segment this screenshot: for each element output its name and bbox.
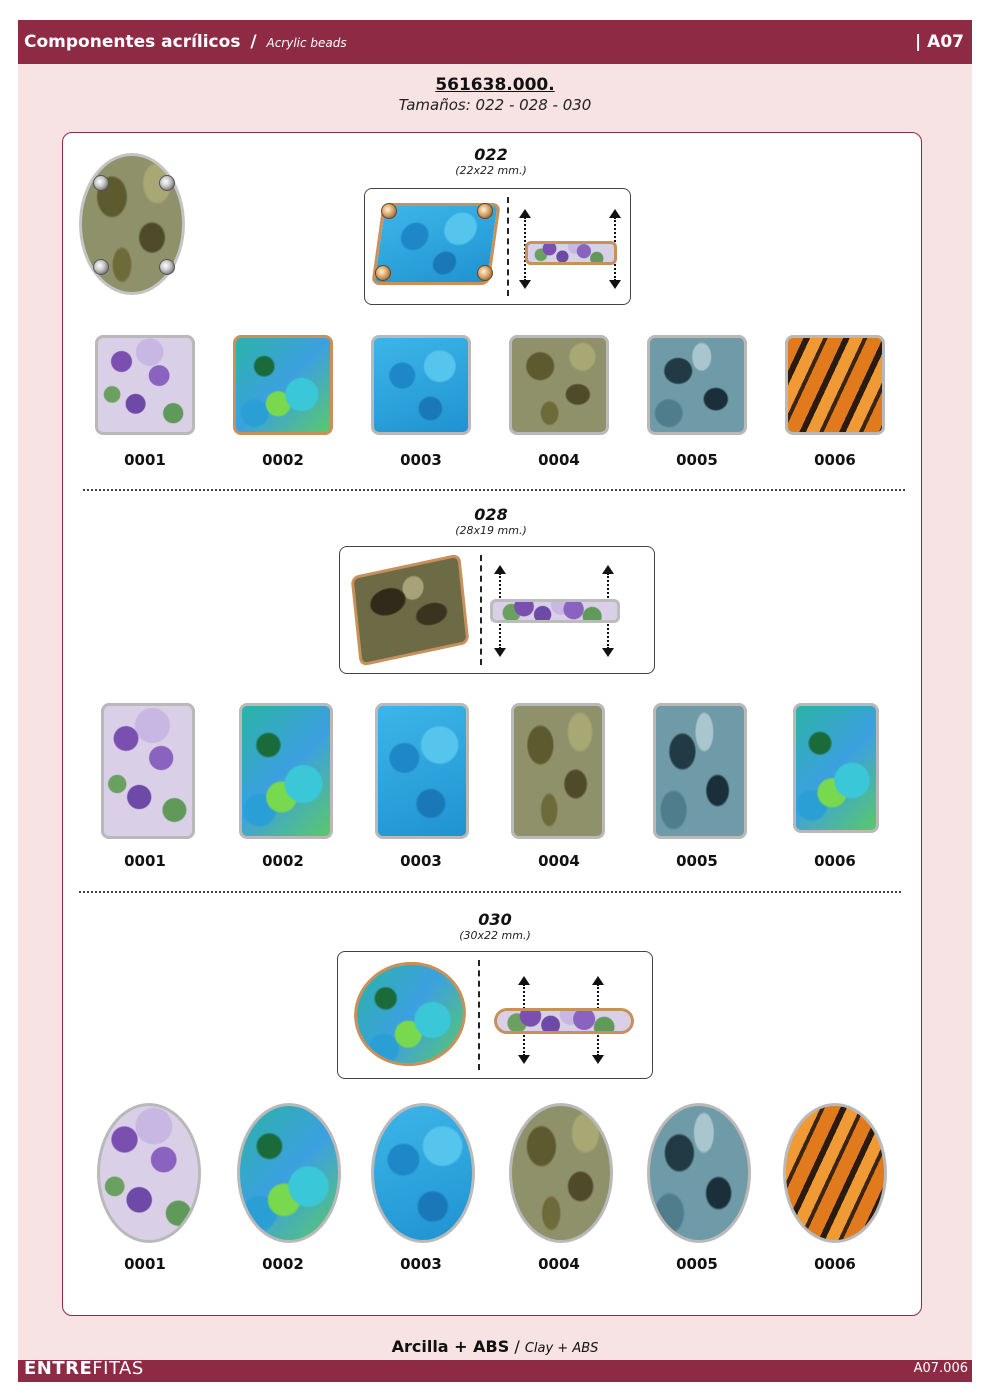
- size-label-028: [341, 505, 641, 537]
- material-slash: /: [514, 1337, 520, 1356]
- angled-bead-image: [346, 953, 474, 1075]
- header-title-text: Componentes acrílicos: [24, 32, 241, 52]
- product-sizes: Tamaños: 022 - 028 - 030: [398, 96, 592, 114]
- catalog-panel: [62, 132, 922, 1316]
- bead-image-030-0006: [783, 1103, 887, 1243]
- item-code-022-0002: 0002: [262, 451, 304, 469]
- bead-image-028-0004: [511, 703, 605, 839]
- bead-image-030-0004: [509, 1103, 613, 1243]
- angled-bead-image: [350, 553, 469, 666]
- size-dimensions: (30x22 mm.): [459, 929, 531, 942]
- material-sub: Clay + ABS: [524, 1341, 599, 1356]
- item-code-022-0006: 0006: [814, 451, 856, 469]
- size-diagram-030: [337, 951, 653, 1079]
- page-number: A07.006: [913, 1361, 968, 1376]
- prong-icon: [93, 259, 109, 275]
- diagram-divider: [478, 960, 480, 1070]
- item-code-030-0003: 0003: [400, 1255, 442, 1273]
- bead-image-022-0002: [233, 335, 333, 435]
- header-title: [24, 32, 347, 52]
- bead-image-030-0005: [647, 1103, 751, 1243]
- prong-icon: [159, 175, 175, 191]
- bead-image-028-0001: [101, 703, 195, 839]
- size-code: 022: [474, 145, 508, 164]
- size-diagram-028: [339, 546, 655, 674]
- item-code-030-0006: 0006: [814, 1255, 856, 1273]
- bead-image-022-0006: [785, 335, 885, 435]
- bead-image-030-0002: [237, 1103, 341, 1243]
- size-code: 030: [478, 910, 512, 929]
- material-label: [0, 1337, 990, 1356]
- size-diagram-022: [364, 188, 631, 305]
- header-slash: /: [250, 32, 257, 52]
- product-reference: [0, 75, 990, 114]
- item-code-022-0004: 0004: [538, 451, 580, 469]
- section-separator: [79, 891, 901, 893]
- item-code-028-0003: 0003: [400, 852, 442, 870]
- bead-image-028-0002: [239, 703, 333, 839]
- item-code-030-0004: 0004: [538, 1255, 580, 1273]
- bead-image-030-0003: [371, 1103, 475, 1243]
- side-view-image: [490, 599, 620, 623]
- item-code-028-0004: 0004: [538, 852, 580, 870]
- bead-image-028-0006: [793, 703, 879, 833]
- item-code-030-0005: 0005: [676, 1255, 718, 1273]
- brand-light: FITAS: [92, 1358, 144, 1379]
- diagram-divider: [507, 197, 509, 296]
- bead-image-022-0005: [647, 335, 747, 435]
- item-code-028-0005: 0005: [676, 852, 718, 870]
- item-code-022-0001: 0001: [124, 451, 166, 469]
- item-code-030-0002: 0002: [262, 1255, 304, 1273]
- bead-image-022-0003: [371, 335, 471, 435]
- size-dimensions: (28x19 mm.): [455, 524, 527, 537]
- size-dimensions: (22x22 mm.): [455, 164, 527, 177]
- bead-image-022-0001: [95, 335, 195, 435]
- item-code-028-0006: 0006: [814, 852, 856, 870]
- header-bar: [18, 20, 972, 64]
- prong-icon: [477, 265, 493, 281]
- material-main: Arcilla + ABS: [391, 1337, 510, 1356]
- section-code: | A07: [915, 32, 964, 52]
- brand-bold: ENTRE: [24, 1358, 93, 1379]
- prong-icon: [375, 265, 391, 281]
- header-subtitle: Acrylic beads: [266, 36, 347, 50]
- prong-icon: [159, 259, 175, 275]
- bead-image-030-0001: [97, 1103, 201, 1243]
- footer-bar: [18, 1360, 972, 1382]
- diagram-divider: [480, 555, 482, 665]
- prong-icon: [477, 203, 493, 219]
- bead-image-022-0004: [509, 335, 609, 435]
- item-code-022-0005: 0005: [676, 451, 718, 469]
- size-label-030: [345, 910, 645, 942]
- product-code: 561638.000.: [435, 75, 555, 95]
- item-code-030-0001: 0001: [124, 1255, 166, 1273]
- size-code: 028: [474, 505, 508, 524]
- bead-image-028-0005: [653, 703, 747, 839]
- size-label-022: [341, 145, 641, 177]
- item-code-028-0001: 0001: [124, 852, 166, 870]
- section-separator: [83, 489, 905, 491]
- bead-image-028-0003: [375, 703, 469, 839]
- brand-logo: [24, 1358, 144, 1379]
- side-view-image: [494, 1008, 634, 1034]
- prong-icon: [93, 175, 109, 191]
- prong-icon: [381, 203, 397, 219]
- side-view-image: [525, 241, 617, 265]
- item-code-022-0003: 0003: [400, 451, 442, 469]
- item-code-028-0002: 0002: [262, 852, 304, 870]
